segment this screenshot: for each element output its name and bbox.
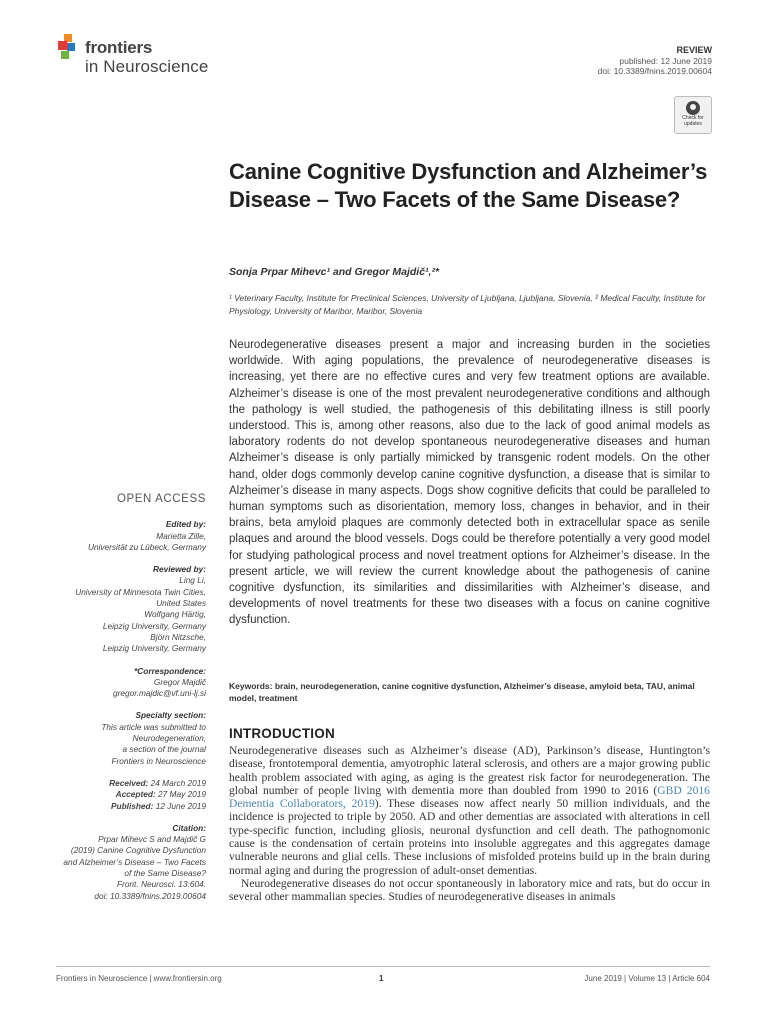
article-doi[interactable]: doi: 10.3389/fnins.2019.00604 <box>597 66 712 76</box>
published-date: published: 12 June 2019 <box>619 55 712 66</box>
published-label: Published: <box>110 800 154 811</box>
article-meta <box>598 45 712 77</box>
citation-link[interactable]: GBD 2016 Dementia Collaborators, 2019 <box>229 783 710 811</box>
journal-logo <box>58 34 228 84</box>
specialty-line: a section of the journal <box>122 744 206 755</box>
reviewer-affiliation: United States <box>156 598 206 609</box>
received-label: Received: <box>109 777 149 788</box>
article-sidebar <box>50 494 206 902</box>
correspondence-email-link[interactable]: gregor.majdic@vf.uni-lj.si <box>113 688 206 699</box>
logo-journal-text: in Neuroscience <box>85 57 209 76</box>
logo-brand-text: frontiers <box>85 38 153 57</box>
received-row <box>50 778 206 789</box>
footer-journal-link[interactable]: Frontiers in Neuroscience | www.frontiersin.org <box>56 974 222 983</box>
correspondence-label: *Correspondence: <box>134 665 206 676</box>
reviewer-affiliation: Leipzig University, Germany <box>102 643 206 654</box>
introduction-paragraph: Neurodegenerative diseases do not occur spontaneously in laboratory mice and rats, but do occur in several other mammalian species. Studies of neurodegenerative diseases in animals <box>229 876 710 904</box>
correspondence-name: Gregor Majdič <box>153 676 206 687</box>
check-for-updates-button[interactable] <box>674 96 712 134</box>
accepted-row <box>50 789 206 800</box>
specialty-line: Frontiers in Neuroscience <box>111 755 206 766</box>
frontiers-logo-icon <box>58 34 80 60</box>
article-type: REVIEW <box>676 45 712 55</box>
introduction-heading: INTRODUCTION <box>229 726 335 741</box>
citation-line: Front. Neurosci. 13:604. <box>116 879 206 890</box>
citation-line: and Alzheimer’s Disease – Two Facets <box>63 856 206 867</box>
published-row <box>50 801 206 812</box>
abstract: Neurodegenerative diseases present a major and increasing burden in the societies worldwide. With aging populations, the prevalence of neurodegenerative diseases is increasing, yet there are no effective cures and very few treatment options are available. Alzheimer’s disease is one of the most prevalent neurodegenerative conditions and although the pathology is well studied, the pathogenesis of this debilitating illness is still poorly understood. This is, among other reasons, also due to the lack of good animal models as laboratory rodents do not develop spontaneous neurodegenerative diseases and human Alzheimer’s disease is only partially mimicked by transgenic rodent models. On the other hand, older dogs commonly develop canine cognitive dysfunction, a disease that is similar to Alzheimer’s disease in many aspects. Dogs show cognitive deficits that could be paralleled to human symptoms such as disorientation, memory loss, changes in behavior, and in their brains, beta amyloid plaques are commonly detected both in extracellular space as senile plaques and around the blood vessels. Dogs could be therefore potentially a very good model for studying pathological process and novel treatment options for Alzheimer’s disease. In the present article, we will review the current knowledge about the pathogenesis of canine cognitive dysfunction, its similarities and dissimilarities with Alzheimer’s disease, and developments of novel treatments for these two diseases with a focus on canine cognitive dysfunction. <box>229 339 710 627</box>
author-affiliations: ¹ Veterinary Faculty, Institute for Preclinical Sciences, University of Ljubljana, Ljubljana, Slovenia, ² Medical Faculty, Institute for Physiology, University of Maribor, Maribor, Slovenia <box>229 293 706 316</box>
badge-label-1: Check for <box>682 115 704 121</box>
specialty-line: This article was submitted to <box>101 721 206 732</box>
article-authors: Sonja Prpar Mihevc¹ and Gregor Majdič¹,²* <box>229 266 440 278</box>
introduction-body <box>229 744 710 904</box>
introduction-paragraph: Neurodegenerative diseases such as Alzheimer’s disease (AD), Parkinson’s disease, Huntington’s disease, frontotemporal dementia, amyotrophic lateral sclerosis, and others are a major growing public health problem associated with aging, as aging is the greatest risk factor for neurodegeneration. The global number of people living with dementia more than doubled from 1990 to 2016 (GBD 2016 Dementia Collaborators, 2019). These diseases now affect nearly 50 million individuals, and the incidence is projected to triple by 2050. AD and other dementias are associated with alterations in cell type-specific function, including gliosis, neuronal dysfunction and cell death. The pathognomonic cause is the condensation of certain proteins into insoluble aggregates and this aggregates damage vulnerable neurons and glial cells. These inclusions of misfolded proteins build up in the brain during normal aging and during the progression of adult-onset dementias. <box>229 744 710 877</box>
reviewer-name: Wolfgang Härtig, <box>144 609 206 620</box>
citation-label: Citation: <box>172 822 206 833</box>
citation-line: (2019) Canine Cognitive Dysfunction <box>70 845 206 856</box>
citation-line: of the Same Disease? <box>124 868 206 879</box>
accepted-date: 27 May 2019 <box>158 789 206 800</box>
specialty-line: Neurodegeneration, <box>132 733 206 744</box>
editor-name: Marietta Zille, <box>156 530 206 541</box>
citation-doi[interactable]: doi: 10.3389/fnins.2019.00604 <box>94 890 206 901</box>
open-access-label: OPEN ACCESS <box>116 493 206 505</box>
edited-by-label: Edited by: <box>165 519 206 530</box>
badge-label-2: updates <box>684 120 702 127</box>
reviewed-by-label: Reviewed by: <box>152 564 206 575</box>
reviewer-name: Ling Li, <box>179 575 206 586</box>
keywords: Keywords: brain, neurodegeneration, canine cognitive dysfunction, Alzheimer’s disease, amyloid beta, TAU, animal model, treatment <box>229 681 695 703</box>
reviewer-name: Björn Nitzsche, <box>150 631 206 642</box>
article-title: Canine Cognitive Dysfunction and Alzheimer’s Disease – Two Facets of the Same Disease? <box>229 159 708 212</box>
page-number: 1 <box>379 974 384 983</box>
check-updates-icon <box>686 101 700 115</box>
footer-issue-info: June 2019 | Volume 13 | Article 604 <box>584 974 710 983</box>
citation-line: Prpar Mihevc S and Majdič G <box>98 834 206 845</box>
received-date: 24 March 2019 <box>150 777 206 788</box>
reviewer-affiliation: Leipzig University, Germany <box>102 620 206 631</box>
published-date-sidebar: 12 June 2019 <box>155 800 206 811</box>
specialty-section-label: Specialty section: <box>135 710 206 721</box>
footer-divider <box>56 966 710 967</box>
accepted-label: Accepted: <box>115 789 156 800</box>
editor-affiliation: Universität zu Lübeck, Germany <box>87 541 206 552</box>
reviewer-affiliation: University of Minnesota Twin Cities, <box>75 586 206 597</box>
